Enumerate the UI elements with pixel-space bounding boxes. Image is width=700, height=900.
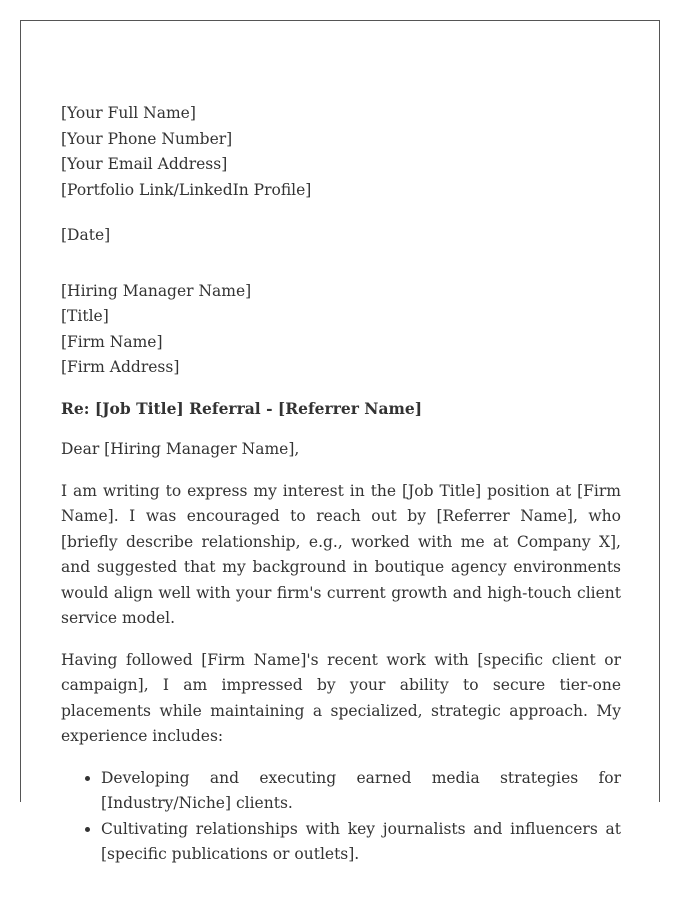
sender-email: [Your Email Address]: [61, 155, 228, 173]
recipient-firm: [Firm Name]: [61, 332, 163, 351]
body-paragraph-2: Having followed [Firm Name]'s recent work with [specific client or campaign], I am impressed by your ability to secure tier-one placements while maintaining a specialized, strategic approach. My experience includes:: [61, 650, 621, 745]
recipient-address: [Firm Address]: [61, 358, 180, 376]
sender-phone: [Your Phone Number]: [61, 129, 233, 148]
recipient-title: [Title]: [61, 307, 109, 325]
subject-line: Re: [Job Title] Referral - [Referrer Name]: [61, 398, 423, 418]
salutation: Dear [Hiring Manager Name],: [61, 440, 300, 458]
experience-list-item: • Cultivating relationships with key journalists and influencers at [specific publications or outlets].: [101, 817, 621, 868]
letter-content: [61, 101, 621, 868]
experience-list: [61, 766, 621, 868]
date-block: [61, 223, 621, 249]
letter-date: [Date]: [61, 226, 111, 244]
sender-block: [61, 101, 621, 203]
recipient-name: [Hiring Manager Name]: [61, 281, 252, 300]
experience-list-item: • Developing and executing earned media strategies for [Industry/Niche] clients.: [101, 766, 621, 817]
recipient-block: [61, 279, 621, 381]
sender-name: [Your Full Name]: [61, 104, 196, 122]
document-page: [20, 20, 660, 863]
body-paragraph-1: I am writing to express my interest in the [Job Title] position at [Firm Name]. I was encouraged to reach out by [Referrer Name], who [briefly describe relationship, e.g., worked with me at Company X], and suggested that my background in boutique agency environments would align well with your firm's current growth and high-touch client service model.: [61, 481, 621, 627]
sender-portfolio: [Portfolio Link/LinkedIn Profile]: [61, 180, 312, 199]
